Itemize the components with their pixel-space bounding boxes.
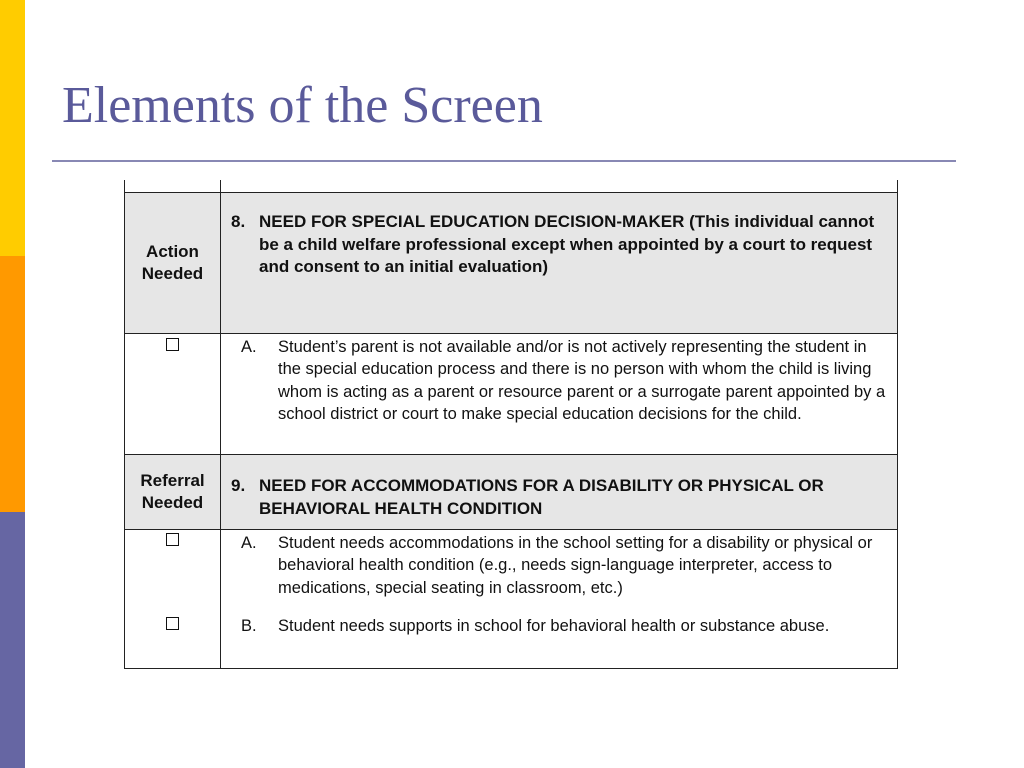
item-letter: A. [241, 338, 257, 356]
accent-bar-purple [0, 512, 25, 768]
item-text: Student’s parent is not available and/or is not actively representing the student in the special education process and there is no person with whom the child is living whom is acting as a parent or resource parent or a surrogate parent appointed by a school district or court to make special education decisions for the child. [278, 338, 886, 423]
section-8-item-a-row [125, 334, 898, 455]
section-9-items-row [125, 530, 898, 669]
form-excerpt-table [124, 180, 898, 669]
section-9-number: 9. [231, 476, 246, 495]
item-text: Student needs supports in school for behavioral health or substance abuse. [278, 616, 830, 635]
section-9-item-b-checkbox[interactable] [166, 617, 179, 630]
section-8-number: 8. [231, 212, 246, 231]
title-divider [52, 160, 956, 162]
table-top-stub-row [125, 180, 898, 193]
item-text: Student needs accommodations in the school setting for a disability or physical or behavioral health condition (e.g., needs sign-language interpreter, access to medications, special seating in classroom, etc.) [278, 534, 873, 597]
section-8-item-a [221, 336, 897, 425]
section-9-heading-text: NEED FOR ACCOMMODATIONS FOR A DISABILITY OR PHYSICAL OR BEHAVIORAL HEALTH CONDITION [259, 476, 824, 518]
section-8-heading-row [125, 193, 898, 334]
section-8-item-a-checkbox[interactable] [166, 338, 179, 351]
accent-bar-orange [0, 256, 25, 512]
section-9-left-label: Referral Needed [125, 455, 221, 530]
section-9-heading [221, 475, 897, 520]
slide-title: Elements of the Screen [62, 77, 543, 134]
item-letter: A. [241, 534, 257, 552]
section-9-item-a [221, 532, 897, 599]
section-9-item-a-checkbox[interactable] [166, 533, 179, 546]
section-8-heading-text: NEED FOR SPECIAL EDUCATION DECISION-MAKER (This individual cannot be a child welfare professional except when appointed by a court to request and consent to an initial evaluation) [259, 212, 875, 276]
accent-bar-yellow [0, 0, 25, 256]
item-letter: B. [241, 616, 257, 635]
section-8-heading [221, 211, 897, 279]
section-9-heading-row [125, 455, 898, 530]
section-9-item-b [221, 615, 897, 637]
section-8-left-label: Action Needed [125, 193, 221, 334]
